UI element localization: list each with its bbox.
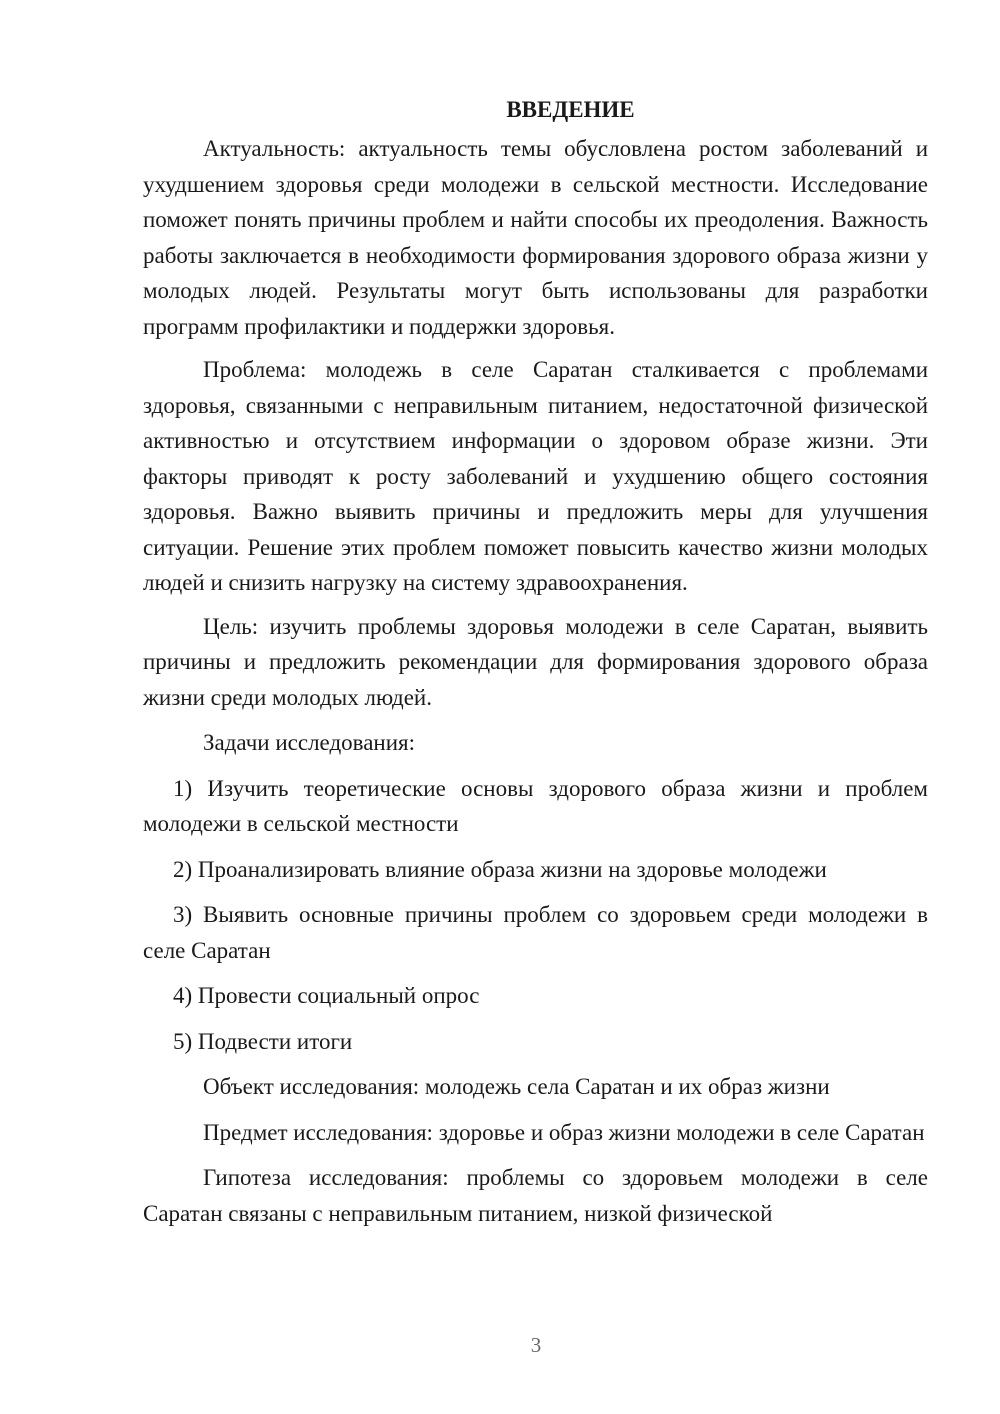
tasks-heading: Задачи исследования: xyxy=(203,730,416,755)
paragraph-subject: Предмет исследования: здоровье и образ жизни молодежи в селе Саратан xyxy=(203,1119,925,1145)
task-item-1: 1) Изучить теоретические основы здорового образа жизни и проблем молодежи в сельской местности xyxy=(143,775,928,836)
task-item-4: 4) Провести социальный опрос xyxy=(173,983,480,1008)
paragraph-relevance: Актуальность: актуальность темы обусловлена ростом заболеваний и ухудшением здоровья среди молодежи в сельской местности. Исследование поможет понять причины проблем и найти способы их преодоления. Важность работы заключается в необходимости формирования здорового образа жизни у молодых людей. Результаты могут быть использованы для разработки программ профилактики и поддержки здоровья. xyxy=(143,136,928,339)
page-number: 3 xyxy=(530,1333,542,1357)
paragraph-goal: Цель: изучить проблемы здоровья молодежи в селе Саратан, выявить причины и предложить рекомендации для формирования здорового образа жизни среди молодых людей. xyxy=(143,613,928,710)
paragraph-hypothesis: Гипотеза исследования: проблемы со здоровьем молодежи в селе Саратан связаны с неправильным питанием, низкой физической xyxy=(143,1165,928,1226)
paragraph-problem: Проблема: молодежь в селе Саратан сталкивается с проблемами здоровья, связанными с неправильным питанием, недостаточной физической активностью и отсутствием информации о здоровом образе жизни. Эти факторы приводят к росту заболеваний и ухудшению общего состояния здоровья. Важно выявить причины и предложить меры для улучшения ситуации. Решение этих проблем поможет повысить качество жизни молодых людей и снизить нагрузку на систему здравоохранения. xyxy=(143,357,928,595)
task-item-5: 5) Подвести итоги xyxy=(173,1028,353,1054)
task-item-2: 2) Проанализировать влияние образа жизни на здоровье молодежи xyxy=(173,856,827,882)
section-title: ВВЕДЕНИЕ xyxy=(506,97,635,122)
task-item-3: 3) Выявить основные причины проблем со здоровьем среди молодежи в селе Саратан xyxy=(143,902,928,963)
paragraph-object: Объект исследования: молодежь села Саратан и их образ жизни xyxy=(203,1074,830,1099)
document-page xyxy=(143,92,928,1231)
